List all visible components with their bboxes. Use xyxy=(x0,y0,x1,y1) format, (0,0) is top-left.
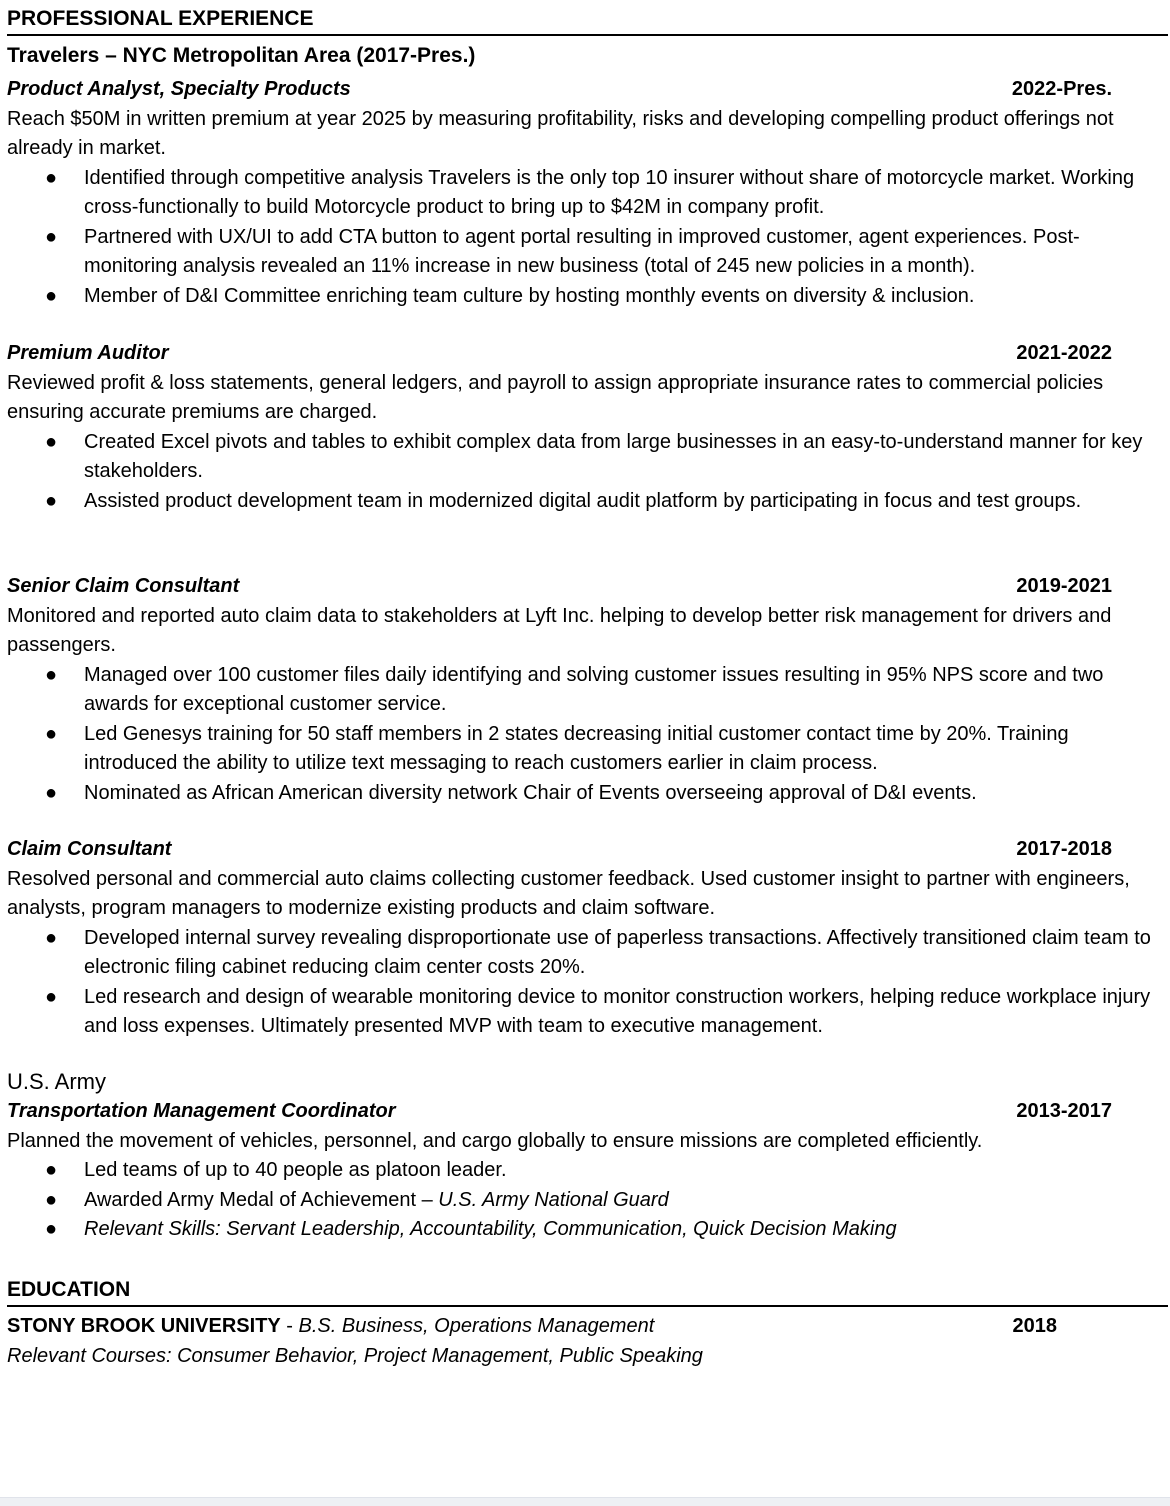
bullet-icon: ● xyxy=(45,722,58,745)
bullet-text: Assisted product development team in modernized digital audit platform by participating in focus and test groups. xyxy=(84,489,1082,512)
bullet-list xyxy=(7,1156,1167,1245)
section-heading-experience: PROFESSIONAL EXPERIENCE xyxy=(7,5,1168,36)
list-item xyxy=(7,924,1167,983)
job-dates: 2013-2017 xyxy=(1016,1100,1112,1122)
relevant-courses: Relevant Courses: Consumer Behavior, Project Management, Public Speaking xyxy=(7,1344,703,1367)
education-row xyxy=(7,1312,1167,1342)
job-title: Claim Consultant xyxy=(7,838,172,860)
list-item xyxy=(7,779,1167,809)
job-dates: 2017-2018 xyxy=(1016,838,1112,860)
job-summary: Reviewed profit & loss statements, general ledgers, and payroll to assign appropriate insurance rates to commercial policies ensuring accurate premiums are charged. xyxy=(7,371,1104,423)
bullet-icon: ● xyxy=(45,1188,58,1211)
bullet-list xyxy=(7,428,1167,517)
list-item xyxy=(7,164,1167,223)
list-item xyxy=(7,720,1167,779)
school-name: STONY BROOK UNIVERSITY xyxy=(7,1315,281,1337)
employer-block-travelers xyxy=(7,41,1167,311)
bullet-list xyxy=(7,924,1167,1042)
job-block-claim-consultant xyxy=(7,835,1167,1042)
job-block-senior-claim-consultant xyxy=(7,572,1167,808)
list-item xyxy=(7,223,1167,282)
job-dates: 2021-2022 xyxy=(1016,342,1112,364)
bottom-edge xyxy=(0,1497,1170,1506)
bullet-text: Partnered with UX/UI to add CTA button to agent portal resulting in improved customer, agent experiences. Post-monitoring analysis revealed an 11% increase in new business (total of 245 new policies in a month). xyxy=(84,225,1080,277)
list-item xyxy=(7,1156,1167,1186)
job-summary: Reach $50M in written premium at year 2025 by measuring profitability, risks and developing compelling product offerings not already in market. xyxy=(7,107,1114,159)
bullet-icon: ● xyxy=(45,1218,58,1240)
separator: - xyxy=(280,1315,299,1337)
bullet-icon: ● xyxy=(45,663,58,686)
job-dates: 2022-Pres. xyxy=(1011,78,1112,100)
job-header xyxy=(7,1097,1167,1127)
list-item xyxy=(7,661,1167,720)
bullet-list xyxy=(7,661,1167,809)
employer-army: U.S. Army xyxy=(7,1069,107,1094)
job-dates: 2019-2021 xyxy=(1016,575,1112,597)
job-summary: Planned the movement of vehicles, personnel, and cargo globally to ensure missions are completed efficiently. xyxy=(7,1129,983,1152)
job-summary: Monitored and reported auto claim data to stakeholders at Lyft Inc. helping to develop better risk management for drivers and passengers. xyxy=(7,604,1112,656)
bullet-text: Member of D&I Committee enriching team culture by hosting monthly events on diversity & inclusion. xyxy=(84,284,975,307)
list-item xyxy=(7,1215,1167,1245)
bullet-icon: ● xyxy=(45,284,58,307)
job-header xyxy=(7,339,1167,369)
list-item xyxy=(7,1186,1167,1216)
bullet-text-italic: U.S. Army National Guard xyxy=(438,1188,669,1211)
bullet-text: Relevant Skills: Servant Leadership, Accountability, Communication, Quick Decision Making xyxy=(84,1218,897,1240)
degree-line xyxy=(7,1312,654,1342)
graduation-year: 2018 xyxy=(1012,1315,1057,1337)
job-header xyxy=(7,572,1167,602)
bullet-text: Led research and design of wearable monitoring device to monitor construction workers, helping reduce workplace injury and loss expenses. Ultimately presented MVP with team to executive management. xyxy=(84,985,1151,1037)
job-title: Senior Claim Consultant xyxy=(7,575,240,597)
bullet-icon: ● xyxy=(45,926,58,949)
job-title: Product Analyst, Specialty Products xyxy=(7,78,351,100)
job-header xyxy=(7,835,1167,865)
bullet-text: Awarded Army Medal of Achievement – xyxy=(84,1188,439,1211)
bullet-icon: ● xyxy=(45,985,58,1008)
bullet-text: Identified through competitive analysis Travelers is the only top 10 insurer without share of motorcycle market. Working cross-functionally to build Motorcycle product to bring up to $42M in company profit. xyxy=(84,166,1135,218)
job-summary: Resolved personal and commercial auto claims collecting customer feedback. Used customer insight to partner with engineers, analysts, program managers to modernize existing products and claim software. xyxy=(7,867,1130,919)
bullet-icon: ● xyxy=(45,430,58,453)
bullet-text: Led teams of up to 40 people as platoon leader. xyxy=(84,1159,507,1181)
bullet-icon: ● xyxy=(45,225,58,248)
job-title: Premium Auditor xyxy=(7,342,169,364)
bullet-icon: ● xyxy=(45,489,58,512)
job-title: Transportation Management Coordinator xyxy=(7,1100,396,1122)
job-header xyxy=(7,75,1167,105)
degree: B.S. Business, Operations Management xyxy=(298,1315,655,1337)
list-item xyxy=(7,487,1167,517)
employer-block-army xyxy=(7,1067,1167,1245)
bullet-text: Led Genesys training for 50 staff members in 2 states decreasing initial customer contact time by 20%. Training introduced the ability to utilize text messaging to reach customers earlier in claim process. xyxy=(84,722,1069,774)
employer-travelers: Travelers – NYC Metropolitan Area (2017-Pres.) xyxy=(7,44,476,67)
list-item xyxy=(7,428,1167,487)
bullet-icon: ● xyxy=(45,1159,58,1181)
bullet-icon: ● xyxy=(45,781,58,804)
bullet-text: Created Excel pivots and tables to exhibit complex data from large businesses in an easy-to-understand manner for key stakeholders. xyxy=(84,430,1143,482)
list-item xyxy=(7,983,1167,1042)
bullet-text: Managed over 100 customer files daily identifying and solving customer issues resulting in 95% NPS score and two awards for exceptional customer service. xyxy=(84,663,1104,715)
bullet-text: Nominated as African American diversity network Chair of Events overseeing approval of D&I events. xyxy=(84,781,977,804)
education-block xyxy=(7,1312,1167,1371)
bullet-list xyxy=(7,164,1167,312)
job-block-premium-auditor xyxy=(7,339,1167,516)
list-item xyxy=(7,282,1167,312)
section-heading-education: EDUCATION xyxy=(7,1276,1168,1307)
bullet-text: Developed internal survey revealing disproportionate use of paperless transactions. Affectively transitioned claim team to electronic filing cabinet reducing claim center costs 20%. xyxy=(84,926,1151,978)
bullet-icon: ● xyxy=(45,166,58,189)
